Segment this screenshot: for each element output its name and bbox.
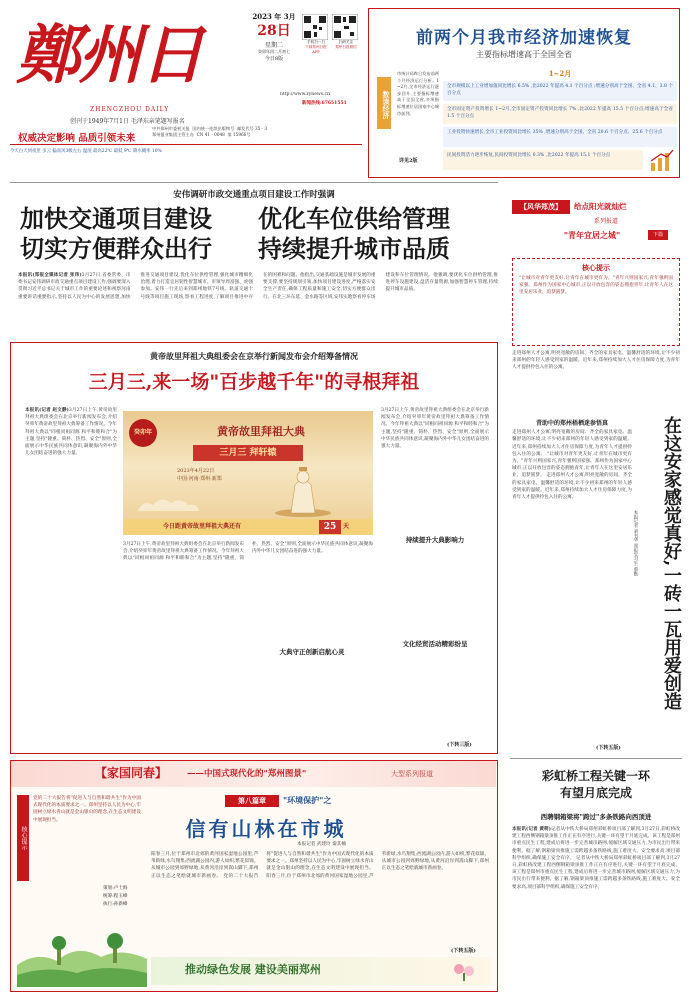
bridge-subtitle: 西聘钢箱梁将"跨过"多条铁路向西顶进 <box>540 813 652 821</box>
bottom-core-tip-label <box>17 795 29 881</box>
masthead-title: 鄭州日 <box>16 18 202 93</box>
stat-text-4: 民间投资活力逐步恢复,民间投资同比增长 0.3% ,比2022 年提高 15.1 个百分点 <box>447 153 611 158</box>
feature-right-text <box>381 407 489 747</box>
top-story-title[interactable]: 前两个月我市经济加速恢复 <box>416 28 632 48</box>
date-year-month: 2023 年 3月 <box>252 12 296 21</box>
post-num: 第 15966号 <box>227 132 251 137</box>
bottom-banner <box>11 761 496 787</box>
bottom-slogan: 推动绿色发展 建设美丽郑州 <box>185 963 321 976</box>
feature-body: 3月27日上午,黄帝故里拜祖大典组委会在北京举行新闻发布会,介绍癸卯年黄帝故里拜祖大典筹备工作情况。今年拜祖大典以"同根同祖同源 和平和睦和合"为主题,坚持"隆重、简朴、热烈、安全"原则,全面展示中华民族共同体意识,凝聚海内外中华儿女团结奋进的强大力量。 <box>25 408 117 457</box>
bridge-headline-2: 有望月底完成 <box>559 786 632 800</box>
qr-code-icon <box>302 14 328 40</box>
stat-row-1 <box>443 81 677 101</box>
core-tip-box <box>512 258 680 346</box>
top-story <box>368 8 680 178</box>
bridge-headline-1: 彩虹桥工程关键一环 <box>541 769 650 783</box>
lead-headline-right-2: 持续提升城市品质 <box>258 234 450 263</box>
lead-headline-right-1: 优化车位供给管理 <box>258 204 450 233</box>
bottom-body-text: 阳春三月,位于郑州市北郊的黄河国家湿地公园里,芦苇新绿,水鸟翔集;西流湖公园内,游人如织,繁花似锦。从城市公园到郊野绿地,从黄河沿岸到嵩山脚下,郑州正以生态之笔绘就城市新画卷。 <box>151 852 259 879</box>
lead-kicker: 安伟调研市政交通重点项目建设工作时强调 <box>173 190 335 200</box>
feature-headline[interactable]: 三月三,来一场"百步越千年"的寻根拜祖 <box>88 371 420 393</box>
masthead-pinyin: ZHENGZHOU DAILY <box>90 106 170 113</box>
series-tag2: 给点阳光就灿烂 <box>574 202 627 211</box>
lead-headline-left-1: 加快交通项目建设 <box>20 204 212 233</box>
stat-row-2 <box>443 104 677 124</box>
feature-mid-text <box>123 541 373 745</box>
website[interactable]: http://www.zynews.cn <box>280 92 330 97</box>
series-tag-text: 【风华郑茂】 <box>520 202 562 211</box>
chart-arrow-icon <box>649 149 675 173</box>
banner-date: 2023年4月22日 <box>177 468 215 474</box>
bridge-body <box>512 826 680 992</box>
lunar-date: 癸卯年闰二月初七 <box>258 49 290 54</box>
credit-3: 执行:孙新峰 <box>103 902 128 907</box>
top-story-intro: 市统计局昨日发布前两个月经济运行分析。1~2月,全市经济运行逐步回升,主要指标增速高于全国全省,多项指标增速位居国家中心城市前列。 <box>397 71 439 116</box>
feature-body-cont: 3月27日上午,黄帝故里拜祖大典组委会在北京举行新闻发布会,介绍癸卯年黄帝故里拜祖大典筹备工作情况。今年拜祖大典以"同根同祖同源 和平和睦和合"为主题,坚持"隆重、简朴、热烈、安全"原则,全面展示中华民族共同体意识,凝聚海内外中华儿女团结奋进的强大力量。 <box>381 408 489 450</box>
flower-icon <box>451 961 477 981</box>
publisher2: 郑州报业集团主管主办 <box>152 132 194 137</box>
bottom-part-title: "环境保护"之 <box>283 795 332 805</box>
stat-row-3 <box>443 127 677 147</box>
bottom-column-title: ——中国式现代化的"郑州图景" <box>187 769 307 779</box>
bottom-headline[interactable]: 信有山林在市城 <box>185 817 347 841</box>
bottom-core-tip-text: 核心提示 <box>20 826 27 850</box>
stat-text-1: 全市规模以上工业增加值同比增长 6.5% ,比2022 年提高 4.1 个百分点 ;增速分别高于全国、全省 4.1、3.8 个百分点 <box>447 84 673 96</box>
bottom-slogan-bar <box>151 957 491 985</box>
masthead-rule <box>10 144 362 145</box>
feature-byline: 本报讯(记者 赵文静) <box>25 408 69 413</box>
series-title: "青年宜居之城" <box>563 230 621 240</box>
core-tip-body: "让城市对青年更友好,让青年在城市更有为。"青年兴则国家兴,青年强则国家强。郑州作为国家中心城市,正以开放包容的姿态拥抱青年,让青年人在这里安居乐业、追梦圆梦。 <box>519 276 673 296</box>
countdown-unit: 天 <box>343 523 350 530</box>
lead-headline-right[interactable] <box>258 204 498 270</box>
publisher-info <box>152 126 362 146</box>
lead-body-text: 3月27日,省委常委、市委书记安伟调研市政交通重点项目建设工作,强调要深入贯彻习近平总书记关于城市工作的重要论述和视察河南重要讲话重要指示,坚持以人民为中心的发展思想,加快推进交通项目建设,优化车位供给管理,强化城市精细化治理,着力打造宜居韧性智慧城市。市领导周富强、虎强参加。安伟一行先后来到郑州地铁7号线、轨道交通十号线等项目施工现场,察看工程进度,了解项目推进中存在的困难和问题。他指出,交通基础设施是城市发展的重要支撑,要坚持规划引领,加快项目建设进度,严格落实安全生产责任,确保工程质量和施工安全,切实方便群众出行。在北三环东延、金水路等区域,安伟实地察看停车场建设和车位管理情况。他强调,要优化车位供给管理,推进停车设施建设,盘活存量资源,加强智慧停车管理,持续提升城市品质。 <box>18 273 498 300</box>
qr-wechat-label: 扫码关注 <box>338 40 354 44</box>
countdown-label: 今日距黄帝故里拜祖大典还有 <box>163 523 242 530</box>
bottom-part-text: 第八篇章 <box>238 796 266 805</box>
right-body-b: "让城市对青年更友好,让青年在城市更有为。"青年兴则国家兴,青年强则国家强。郑州作为国家中心城市,正以开放包容的姿态拥抱青年,让青年人在这里安居乐业、追梦圆梦。 <box>512 451 632 479</box>
right-column-lead: 走进郑州人才公寓,明亮宽敞的房间、齐全的家具家电、温馨舒适的环境,让不少初来郑州的年轻人感受到家的温暖。近年来,郑州持续加大人才住房保障力度,为青年人才提供拎包入住的公寓。 <box>512 351 680 371</box>
right-column-text <box>512 418 632 728</box>
bottom-continued[interactable]: (下转五版) <box>451 948 476 954</box>
yellow-emperor-statue-icon <box>273 461 333 517</box>
stat-text-2: 全市固定资产投资增长 1~2月,全市固定资产投资同比增长 7% ,比2022 年提高 15.5 个百分点;增速高于全省 1.5 个百分点 <box>447 107 673 119</box>
bottom-body-text-b: 党的二十大报告将"促进人与自然和谐共生"作为中国式现代化的本质要求之一。郑州坚持以人民为中心,牢固树立绿水青山就是金山银山的理念,在生态文明建设中展现担当。 <box>223 852 374 879</box>
stat-text-3: 工业投资快速增长,全市工业投资同比增长 35% ,增速分别高于全国、全省 20.6 个百分点、25.6 个百分点 <box>447 130 663 135</box>
credit-1: 策划:卢士海 <box>103 886 128 891</box>
series-header <box>510 196 682 254</box>
right-photo-placeholder <box>512 350 680 414</box>
credit-2: 统筹:程玉峰 <box>103 894 128 899</box>
cn-num: CN 41 - 0048 <box>196 132 225 137</box>
bridge-body-text: 记者从中铁大桥局郑州彩虹桥项目部了解到,3月27日,彩虹桥改建工程西侧钢箱梁顶推工作正在有序进行,关键一环有望于月底完成。该工程是郑州市重点民生工程,建成后将进一步完善城市路网,缓解区域交通压力,为市民出行带来便利。据了解,钢箱梁顶推施工需跨越多条铁路线,施工难度大、安全要求高,项目部科学组织,确保施工安全有序。 <box>512 827 680 861</box>
feature-mid-body: 3月27日上午,黄帝故里拜祖大典组委会在北京举行新闻发布会,介绍癸卯年黄帝故里拜祖大典筹备工作情况。今年拜祖大典以"同根同祖同源 和平和睦和合"为主题,坚持"隆重、简朴、热烈、安全"原则,全面展示中华民族共同体意识,凝聚海内外中华儿女团结奋进的强大力量。 <box>123 542 373 562</box>
feature-subhead-1: 大典守正创新启航心灵 <box>251 647 373 656</box>
bottom-part-label <box>225 795 279 807</box>
series-part <box>648 230 668 240</box>
qr-code-icon <box>332 14 358 40</box>
bottom-credits <box>103 885 143 925</box>
issue-date-block <box>248 12 300 92</box>
cloud-icon <box>133 495 203 515</box>
slogan: 权威决定影响 品质引领未来 <box>18 133 136 144</box>
green-landscape-icon <box>17 931 147 987</box>
qr-app[interactable] <box>302 14 330 58</box>
bottom-column-tag[interactable]: 【家国同春】 <box>95 766 168 780</box>
feature-subhead-2: 持续提升大典影响力 <box>381 535 489 544</box>
countdown-bar <box>123 519 373 535</box>
banner-sub-box <box>193 445 303 461</box>
qr-wechat-label2: 郑州日报微信 <box>335 45 357 49</box>
feature-continued[interactable]: (下转三版) <box>447 742 472 748</box>
bridge-byline: 本报讯(记者 黄萌) <box>512 827 551 832</box>
bridge-top-rule <box>510 758 682 759</box>
ceremony-banner[interactable] <box>123 411 373 535</box>
vertical-headline[interactable] <box>640 416 682 736</box>
data-tag-text: 数读经济 <box>382 91 391 119</box>
stat-row-4 <box>443 150 643 170</box>
founded-line: 创刊于1949年7月1日 毛泽东亲笔题写报名 <box>70 118 185 125</box>
feature-box <box>10 342 498 754</box>
bottom-core-tip <box>17 795 141 881</box>
publisher: 中共郑州市委机关报 <box>152 126 190 131</box>
banner-title: 黄帝故里拜祖大典 <box>217 425 305 438</box>
right-body-c: 走进郑州人才公寓,明亮宽敞的房间、齐全的家具家电、温馨舒适的环境,让不少初来郑州的年轻人感受到家的温暖。近年来,郑州持续加大人才住房保障力度,为青年人才提供拎包入住的公寓。 <box>512 473 632 501</box>
right-subhead: 青助中的郑州梧栖迷参悟真 <box>535 420 608 427</box>
vertical-headline-text: 在这安家感觉真好,一砖一瓦用爱创造 <box>661 416 682 711</box>
stats-panel <box>443 69 677 175</box>
banner-sub: 三月三 拜轩辕 <box>219 448 277 458</box>
series-tag[interactable] <box>512 200 570 214</box>
stats-period: 1~2月 <box>548 69 572 78</box>
hotline: 新闻热线:67651551 <box>302 101 347 106</box>
series-part-text: 下篇 <box>652 232 663 238</box>
right-body-a: 走进郑州人才公寓,明亮宽敞的房间、齐全的家具家电、温馨舒适的环境,让不少初来郑州的年轻人感受到家的温暖。近年来,郑州持续加大人才住房保障力度,为青年人才提供拎包入住的公寓。 <box>512 430 632 457</box>
top-story-subtitle: 主要指标增速高于全国全省 <box>476 50 572 59</box>
banner-place: 中国·河南·郑州·新郑 <box>177 476 222 482</box>
data-tag <box>377 77 391 129</box>
bottom-core-tip-body: 党的二十大报告将"促进人与自然和谐共生"作为中国式现代化的本质要求之一。郑州坚持以人民为中心,牢固树立绿水青山就是金山银山的理念,在生态文明建设中展现担当。 <box>33 796 141 823</box>
feature-subhead-3: 文化经贸活动精彩纷呈 <box>381 639 489 648</box>
banner-year-badge <box>129 419 157 447</box>
post-code: 邮发代号 35 - 3 <box>236 126 268 131</box>
feature-left-text <box>25 407 117 747</box>
lead-byline: 本报讯(郑报全媒体记者 张玮) <box>18 273 82 278</box>
qr-wechat[interactable] <box>332 14 360 58</box>
qr-app-label2: 下载郑州日报APP <box>305 45 327 54</box>
bridge-headline[interactable] <box>510 768 682 808</box>
right-continued[interactable]: (下转五版) <box>596 745 621 751</box>
right-byline-text: 本报记者 刘书华 郑报实习生 蔡默 <box>633 510 638 576</box>
bottom-body <box>151 851 489 951</box>
lead-headline-left[interactable] <box>20 204 250 270</box>
byline-see-p2[interactable]: 详见2版 <box>399 158 418 164</box>
weekday: 星期二 <box>264 42 283 49</box>
countdown-number: 25 <box>319 520 341 534</box>
page-count: 今日8版 <box>264 56 284 62</box>
lead-body <box>18 272 498 334</box>
bridge-body-text-b: 记者从中铁大桥局郑州彩虹桥项目部了解到,3月27日,彩虹桥改建工程西侧钢箱梁顶推工作正在有序进行,关键一环有望于月底完成。该工程是郑州市重点民生工程,建成后将进一步完善城市路网,缓解区域交通压力,为市民出行带来便利。据了解,钢箱梁顶推施工需跨越多条铁路线,施工难度大、安全要求高,项目部科学组织,确保施工安全有序。 <box>512 855 680 890</box>
lead-top-rule <box>10 182 498 183</box>
banner-year: 癸卯年 <box>133 429 152 436</box>
bottom-column-sub: 大型系列报道 <box>391 770 433 778</box>
weather-bar: 今天白天到夜里 多云 偏南风3级左右 温度 最高22℃ 最低 9℃ 降水概率 10% <box>10 149 162 154</box>
core-tip-label: 核心提示 <box>582 263 610 272</box>
qr-app-label: 手机扫一扫 <box>307 40 325 44</box>
feature-kicker: 黄帝故里拜祖大典组委会在京举行新闻发布会介绍筹备情况 <box>150 351 358 361</box>
cn-code: 国内统一连续出版物号 <box>192 126 235 131</box>
series-label: 系列报道 <box>594 218 619 225</box>
date-day: 28日 <box>257 23 291 39</box>
lead-headline-left-2: 切实方便群众出行 <box>20 234 212 263</box>
bottom-byline: 本报记者 武建玲 秦其楠 <box>297 842 346 847</box>
bottom-series <box>10 760 498 992</box>
bottom-body-text-c: 阳春三月,位于郑州市北郊的黄河国家湿地公园里,芦苇新绿,水鸟翔集;西流湖公园内,游人如织,繁花似锦。从城市公园到郊野绿地,从黄河沿岸到嵩山脚下,郑州正以生态之笔绘就城市新画卷。 <box>266 852 489 879</box>
right-byline <box>626 510 638 630</box>
